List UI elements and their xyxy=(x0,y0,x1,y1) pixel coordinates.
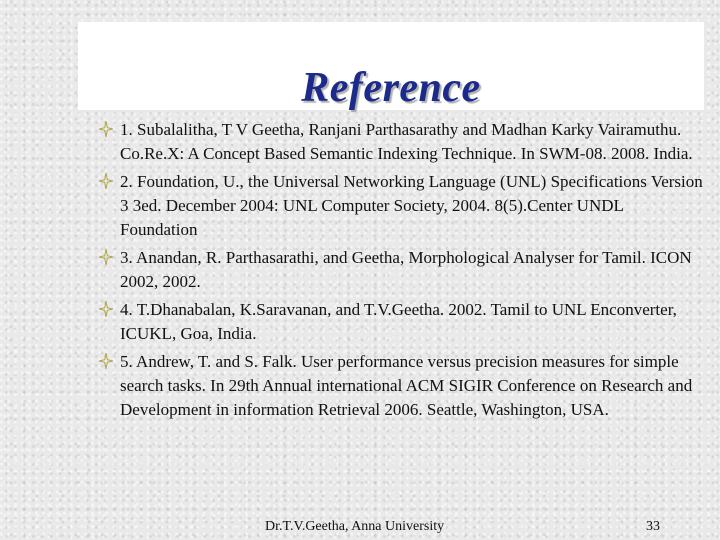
reference-item xyxy=(99,350,704,422)
page-number: 33 xyxy=(646,519,660,534)
four-point-star-icon xyxy=(99,301,113,317)
title-box xyxy=(78,22,704,110)
reference-item xyxy=(99,298,704,346)
four-point-star-icon xyxy=(99,173,113,189)
four-point-star-icon xyxy=(99,121,113,137)
slide-title: Reference xyxy=(301,65,481,111)
reference-text: 5. Andrew, T. and S. Falk. User performance versus precision measures for simple search tasks. In 29th Annual international ACM SIGIR Conference on Research and Development in information Retrieval 2006. Seattle, Washington, USA. xyxy=(120,352,693,419)
reference-text: 2. Foundation, U., the Universal Networking Language (UNL) Specifications Version 3 3ed. December 2004: UNL Computer Society, 2004. 8(5).Center UNDL Foundation xyxy=(120,172,703,239)
reference-item xyxy=(99,118,704,166)
reference-text: 3. Anandan, R. Parthasarathi, and Geetha, Morphological Analyser for Tamil. ICON 2002, 2002. xyxy=(120,248,692,291)
four-point-star-icon xyxy=(99,249,113,265)
reference-text: 1. Subalalitha, T V Geetha, Ranjani Parthasarathy and Madhan Karky Vairamuthu. Co.Re.X: A Concept Based Semantic Indexing Technique. In SWM-08. 2008. India. xyxy=(120,120,693,163)
reference-list xyxy=(99,118,704,426)
four-point-star-icon xyxy=(99,353,113,369)
slide-footer: Dr.T.V.Geetha, Anna University xyxy=(265,519,445,534)
reference-item xyxy=(99,170,704,242)
reference-item xyxy=(99,246,704,294)
reference-text: 4. T.Dhanabalan, K.Saravanan, and T.V.Geetha. 2002. Tamil to UNL Enconverter, ICUKL, Goa, India. xyxy=(120,300,677,343)
